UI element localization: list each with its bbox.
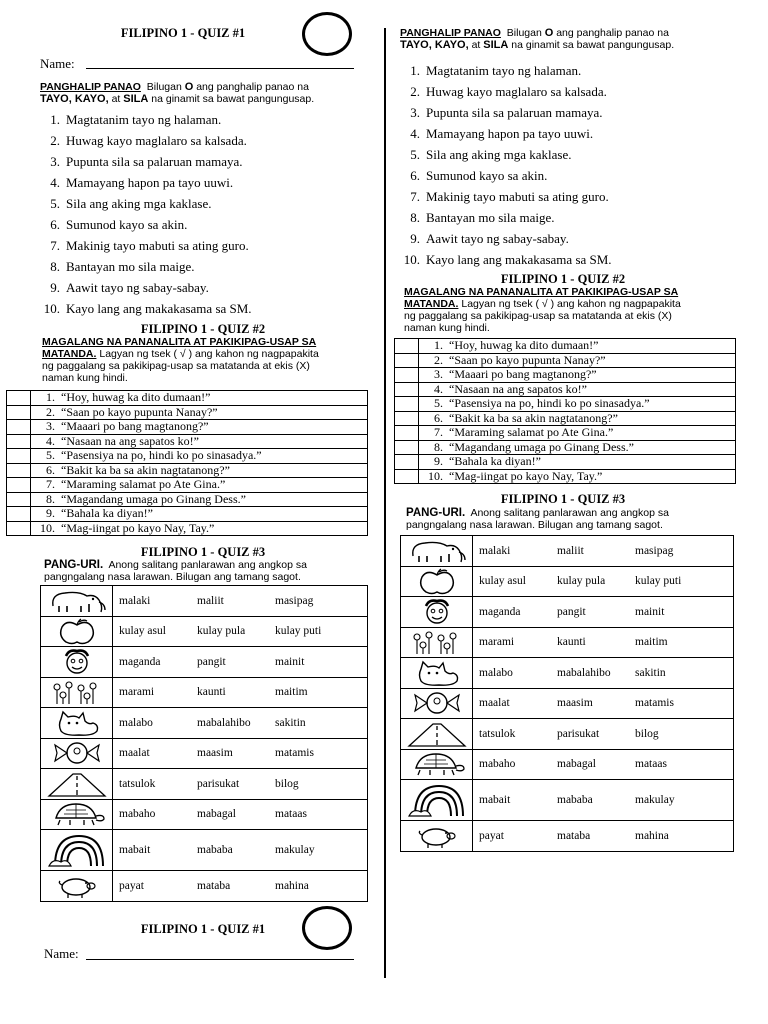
- table-row: 2. “Saan po kayo pupunta Nanay?”: [395, 353, 736, 368]
- check-box[interactable]: [395, 397, 419, 412]
- rainbow-icon: [401, 780, 473, 821]
- answer-option[interactable]: kaunti: [557, 636, 586, 649]
- table-row: [401, 536, 734, 567]
- table-row: [401, 566, 734, 597]
- answer-option[interactable]: kulay asul: [479, 575, 526, 588]
- table-row: [401, 627, 734, 658]
- answer-option[interactable]: malabo: [479, 666, 513, 679]
- answer-choices: [473, 536, 734, 567]
- answer-choices: [113, 586, 368, 617]
- answer-option[interactable]: matamis: [635, 697, 674, 710]
- quiz2-instructions-right: MAGALANG NA PANANALITA AT PAKIKIPAG-USAP SA MATANDA. Lagyan ng tsek ( √ ) ang kahon ng nagpapakita ng paggalang sa pakikipag-usap sa matatanda at ekis (X) naman kung hindi.: [404, 286, 681, 334]
- list-item: 8. Bantayan mo sila maige.: [50, 259, 195, 274]
- check-box[interactable]: [395, 353, 419, 368]
- name-label-bottom: Name:: [44, 946, 79, 961]
- road-icon: [401, 719, 473, 750]
- quiz3-table: [40, 585, 368, 902]
- answer-choices: [113, 799, 368, 830]
- table-row: 10. “Mag-iingat po kayo Nay, Tay.”: [395, 469, 736, 484]
- answer-option[interactable]: mababa: [197, 844, 233, 856]
- check-box[interactable]: [395, 411, 419, 426]
- quiz2-table-right: [394, 338, 736, 484]
- list-item: 10. Kayo lang ang makakasama sa SM.: [403, 252, 612, 267]
- table-row: [41, 738, 368, 769]
- answer-option[interactable]: payat: [119, 879, 144, 892]
- answer-option[interactable]: maliit: [557, 544, 584, 557]
- check-box[interactable]: [395, 440, 419, 455]
- list-item: 8. Bantayan mo sila maige.: [410, 210, 555, 225]
- table-row: [401, 597, 734, 628]
- answer-option[interactable]: malaki: [119, 594, 151, 607]
- name-field[interactable]: [86, 68, 354, 69]
- check-box[interactable]: [7, 391, 31, 406]
- answer-option[interactable]: maganda: [479, 605, 521, 618]
- pig-icon: [401, 821, 473, 852]
- answer-option[interactable]: maitim: [275, 686, 308, 699]
- table-row: [41, 616, 368, 647]
- answer-option[interactable]: malaki: [479, 544, 511, 557]
- quiz1-instructions-right: PANGHALIP PANAO Bilugan O ang panghalip panao na TAYO, KAYO, at SILA na ginamit sa bawat pangungusap.: [400, 27, 675, 51]
- quiz1-title: FILIPINO 1 - QUIZ #1: [120, 26, 246, 40]
- table-row: 5. “Pasensiya na po, hindi ko po sinasadya.”: [7, 449, 368, 464]
- answer-option[interactable]: kaunti: [197, 686, 226, 699]
- answer-choices: [473, 597, 734, 628]
- answer-option[interactable]: mabaho: [119, 808, 156, 821]
- elephant-icon: [41, 586, 113, 617]
- flowers-icon: [41, 677, 113, 708]
- answer-option[interactable]: mahina: [275, 879, 309, 892]
- check-box[interactable]: [395, 382, 419, 397]
- answer-choices: [113, 738, 368, 769]
- answer-option[interactable]: parisukat: [197, 777, 240, 790]
- quiz3-title-right: FILIPINO 1 - QUIZ #3: [500, 492, 626, 506]
- cat-icon: [41, 708, 113, 739]
- check-box[interactable]: [395, 426, 419, 441]
- answer-choices: [473, 749, 734, 780]
- table-row: [41, 871, 368, 902]
- check-box[interactable]: [395, 455, 419, 470]
- answer-option[interactable]: parisukat: [557, 727, 600, 740]
- table-row: 3. “Maaari po bang magtanong?”: [7, 420, 368, 435]
- answer-option[interactable]: mataas: [635, 758, 667, 771]
- table-row: [401, 719, 734, 750]
- table-row: 5. “Pasensiya na po, hindi ko po sinasadya.”: [395, 397, 736, 412]
- score-circle-bottom: [302, 906, 352, 950]
- list-item: 5. Sila ang aking mga kaklase.: [50, 196, 212, 211]
- list-item: 4. Mamayang hapon pa tayo uuwi.: [410, 126, 594, 141]
- check-box[interactable]: [395, 368, 419, 383]
- answer-option[interactable]: bilog: [635, 727, 659, 740]
- table-row: 1. “Hoy, huwag ka dito dumaan!”: [395, 339, 736, 354]
- flowers-icon: [401, 627, 473, 658]
- answer-option[interactable]: maasim: [557, 697, 593, 710]
- answer-choices: [473, 719, 734, 750]
- answer-option[interactable]: mabagal: [557, 758, 596, 771]
- answer-option[interactable]: maalat: [119, 747, 150, 760]
- list-item: 3. Pupunta sila sa palaruan mamaya.: [410, 105, 603, 120]
- table-row: 10. “Mag-iingat po kayo Nay, Tay.”: [7, 521, 368, 536]
- list-item: 7. Makinig tayo mabuti sa ating guro.: [50, 238, 249, 253]
- answer-choices: [473, 627, 734, 658]
- list-item: 1. Magtatanim tayo ng halaman.: [50, 112, 222, 127]
- answer-choices: [473, 566, 734, 597]
- answer-option[interactable]: mabalahibo: [197, 716, 251, 729]
- answer-option[interactable]: kulay pula: [197, 625, 246, 638]
- answer-option[interactable]: mataba: [197, 879, 231, 892]
- check-box[interactable]: [7, 507, 31, 522]
- table-row: 9. “Bahala ka diyan!”: [395, 455, 736, 470]
- check-box[interactable]: [7, 405, 31, 420]
- answer-option[interactable]: marami: [119, 686, 155, 699]
- answer-option[interactable]: masipag: [635, 544, 674, 557]
- table-row: 6. “Bakit ka ba sa akin nagtatanong?”: [395, 411, 736, 426]
- table-row: [41, 769, 368, 800]
- answer-option[interactable]: pangit: [557, 605, 586, 618]
- pig-icon: [41, 871, 113, 902]
- answer-option[interactable]: mataba: [557, 829, 591, 842]
- answer-choices: [113, 677, 368, 708]
- answer-option[interactable]: mahina: [635, 829, 669, 842]
- answer-option[interactable]: makulay: [635, 794, 675, 806]
- answer-option[interactable]: maasim: [197, 747, 233, 760]
- answer-choices: [113, 647, 368, 678]
- answer-option[interactable]: mataas: [275, 808, 307, 821]
- list-item: 7. Makinig tayo mabuti sa ating guro.: [410, 189, 609, 204]
- table-row: 4. “Nasaan na ang sapatos ko!”: [7, 434, 368, 449]
- table-row: [401, 658, 734, 689]
- list-item: 2. Huwag kayo maglalaro sa kalsada.: [410, 84, 607, 99]
- road-icon: [41, 769, 113, 800]
- answer-option[interactable]: kulay asul: [119, 625, 166, 638]
- quiz2-title: FILIPINO 1 - QUIZ #2: [140, 322, 266, 336]
- turtle-icon: [401, 749, 473, 780]
- answer-option[interactable]: masipag: [275, 594, 314, 607]
- answer-choices: [113, 769, 368, 800]
- answer-choices: [473, 821, 734, 852]
- table-row: 4. “Nasaan na ang sapatos ko!”: [395, 382, 736, 397]
- check-box[interactable]: [7, 521, 31, 536]
- check-box[interactable]: [7, 492, 31, 507]
- answer-option[interactable]: tatsulok: [479, 727, 516, 740]
- name-field-bottom[interactable]: [86, 959, 354, 960]
- table-row: 9. “Bahala ka diyan!”: [7, 507, 368, 522]
- quiz3-title: FILIPINO 1 - QUIZ #3: [140, 545, 266, 559]
- answer-choices: [113, 708, 368, 739]
- quiz3-instructions: PANG-URI. Anong salitang panlarawan ang angkop sa pangngalang nasa larawan. Bilugan ang tamang sagot.: [44, 559, 307, 583]
- table-row: 6. “Bakit ka ba sa akin nagtatanong?”: [7, 463, 368, 478]
- table-row: [41, 677, 368, 708]
- table-row: [401, 749, 734, 780]
- answer-option[interactable]: tatsulok: [119, 777, 156, 790]
- table-row: [41, 586, 368, 617]
- answer-option[interactable]: mababa: [557, 794, 593, 806]
- answer-option[interactable]: pangit: [197, 655, 226, 668]
- check-box[interactable]: [7, 478, 31, 493]
- answer-option[interactable]: mabait: [479, 794, 511, 806]
- elephant-icon: [401, 536, 473, 567]
- table-row: 8. “Magandang umaga po Ginang Dess.”: [7, 492, 368, 507]
- face-icon: [41, 647, 113, 678]
- table-row: [41, 799, 368, 830]
- column-divider: [384, 28, 386, 978]
- apple-icon: [41, 616, 113, 647]
- table-row: 1. “Hoy, huwag ka dito dumaan!”: [7, 391, 368, 406]
- answer-option[interactable]: maitim: [635, 636, 668, 649]
- list-item: 2. Huwag kayo maglalaro sa kalsada.: [50, 133, 247, 148]
- answer-option[interactable]: kulay puti: [635, 575, 682, 588]
- candy-icon: [401, 688, 473, 719]
- answer-choices: [473, 658, 734, 689]
- list-item: 1. Magtatanim tayo ng halaman.: [410, 63, 582, 78]
- answer-choices: [113, 616, 368, 647]
- answer-option[interactable]: kulay pula: [557, 575, 606, 588]
- answer-option[interactable]: mainit: [635, 605, 665, 618]
- table-row: 7. “Maraming salamat po Ate Gina.”: [395, 426, 736, 441]
- answer-option[interactable]: makulay: [275, 844, 315, 856]
- quiz2-table: [6, 390, 368, 536]
- table-row: 3. “Maaari po bang magtanong?”: [395, 368, 736, 383]
- table-row: 7. “Maraming salamat po Ate Gina.”: [7, 478, 368, 493]
- answer-option[interactable]: maliit: [197, 594, 224, 607]
- table-row: 8. “Magandang umaga po Ginang Dess.”: [395, 440, 736, 455]
- quiz2-instructions: MAGALANG NA PANANALITA AT PAKIKIPAG-USAP SA MATANDA. Lagyan ng tsek ( √ ) ang kahon ng nagpapakita ng paggalang sa pakikipag-usap sa matatanda at ekis (X) naman kung hindi.: [42, 336, 319, 384]
- answer-option[interactable]: sakitin: [275, 716, 306, 729]
- list-item: 6. Sumunod kayo sa akin.: [410, 168, 548, 183]
- candy-icon: [41, 738, 113, 769]
- answer-choices: [473, 780, 734, 821]
- list-item: 3. Pupunta sila sa palaruan mamaya.: [50, 154, 243, 169]
- quiz1-items: [38, 109, 252, 319]
- check-box[interactable]: [7, 463, 31, 478]
- quiz1-instructions: PANGHALIP PANAO Bilugan O ang panghalip panao na TAYO, KAYO, at SILA na ginamit sa bawat pangungusap.: [40, 81, 315, 105]
- answer-option[interactable]: payat: [479, 829, 504, 842]
- table-row: [401, 780, 734, 821]
- rainbow-icon: [41, 830, 113, 871]
- answer-choices: [113, 830, 368, 871]
- turtle-icon: [41, 799, 113, 830]
- score-circle: [302, 12, 352, 56]
- answer-option[interactable]: kulay puti: [275, 625, 322, 638]
- answer-choices: [113, 871, 368, 902]
- face-icon: [401, 597, 473, 628]
- table-row: [41, 647, 368, 678]
- answer-option[interactable]: mabait: [119, 844, 151, 856]
- answer-option[interactable]: mabaho: [479, 758, 516, 771]
- list-item: 9. Aawit tayo ng sabay-sabay.: [50, 280, 209, 295]
- check-box[interactable]: [7, 434, 31, 449]
- cat-icon: [401, 658, 473, 689]
- list-item: 10. Kayo lang ang makakasama sa SM.: [43, 301, 252, 316]
- check-box[interactable]: [7, 420, 31, 435]
- check-box[interactable]: [395, 339, 419, 354]
- answer-option[interactable]: mabalahibo: [557, 666, 611, 679]
- list-item: 5. Sila ang aking mga kaklase.: [410, 147, 572, 162]
- table-row: [401, 821, 734, 852]
- answer-option[interactable]: bilog: [275, 777, 299, 790]
- answer-choices: [473, 688, 734, 719]
- quiz1-items-right: [398, 60, 612, 270]
- check-box[interactable]: [7, 449, 31, 464]
- answer-option[interactable]: mabagal: [197, 808, 236, 821]
- list-item: 9. Aawit tayo ng sabay-sabay.: [410, 231, 569, 246]
- quiz1-bottom-title: FILIPINO 1 - QUIZ #1: [140, 922, 266, 936]
- quiz3-instructions-right: PANG-URI. Anong salitang panlarawan ang angkop sa pangngalang nasa larawan. Bilugan ang tamang sagot.: [406, 507, 669, 531]
- table-row: [41, 708, 368, 739]
- table-row: [41, 830, 368, 871]
- check-box[interactable]: [395, 469, 419, 484]
- answer-option[interactable]: sakitin: [635, 666, 666, 679]
- answer-option[interactable]: matamis: [275, 747, 314, 760]
- list-item: 4. Mamayang hapon pa tayo uuwi.: [50, 175, 234, 190]
- table-row: 2. “Saan po kayo pupunta Nanay?”: [7, 405, 368, 420]
- answer-option[interactable]: maalat: [479, 697, 510, 710]
- answer-option[interactable]: mainit: [275, 655, 305, 668]
- name-label: Name:: [40, 56, 75, 71]
- answer-option[interactable]: malabo: [119, 716, 153, 729]
- quiz3-table-right: [400, 535, 734, 852]
- answer-option[interactable]: maganda: [119, 655, 161, 668]
- apple-icon: [401, 566, 473, 597]
- answer-option[interactable]: marami: [479, 636, 515, 649]
- list-item: 6. Sumunod kayo sa akin.: [50, 217, 188, 232]
- quiz2-title-right: FILIPINO 1 - QUIZ #2: [500, 272, 626, 286]
- table-row: [401, 688, 734, 719]
